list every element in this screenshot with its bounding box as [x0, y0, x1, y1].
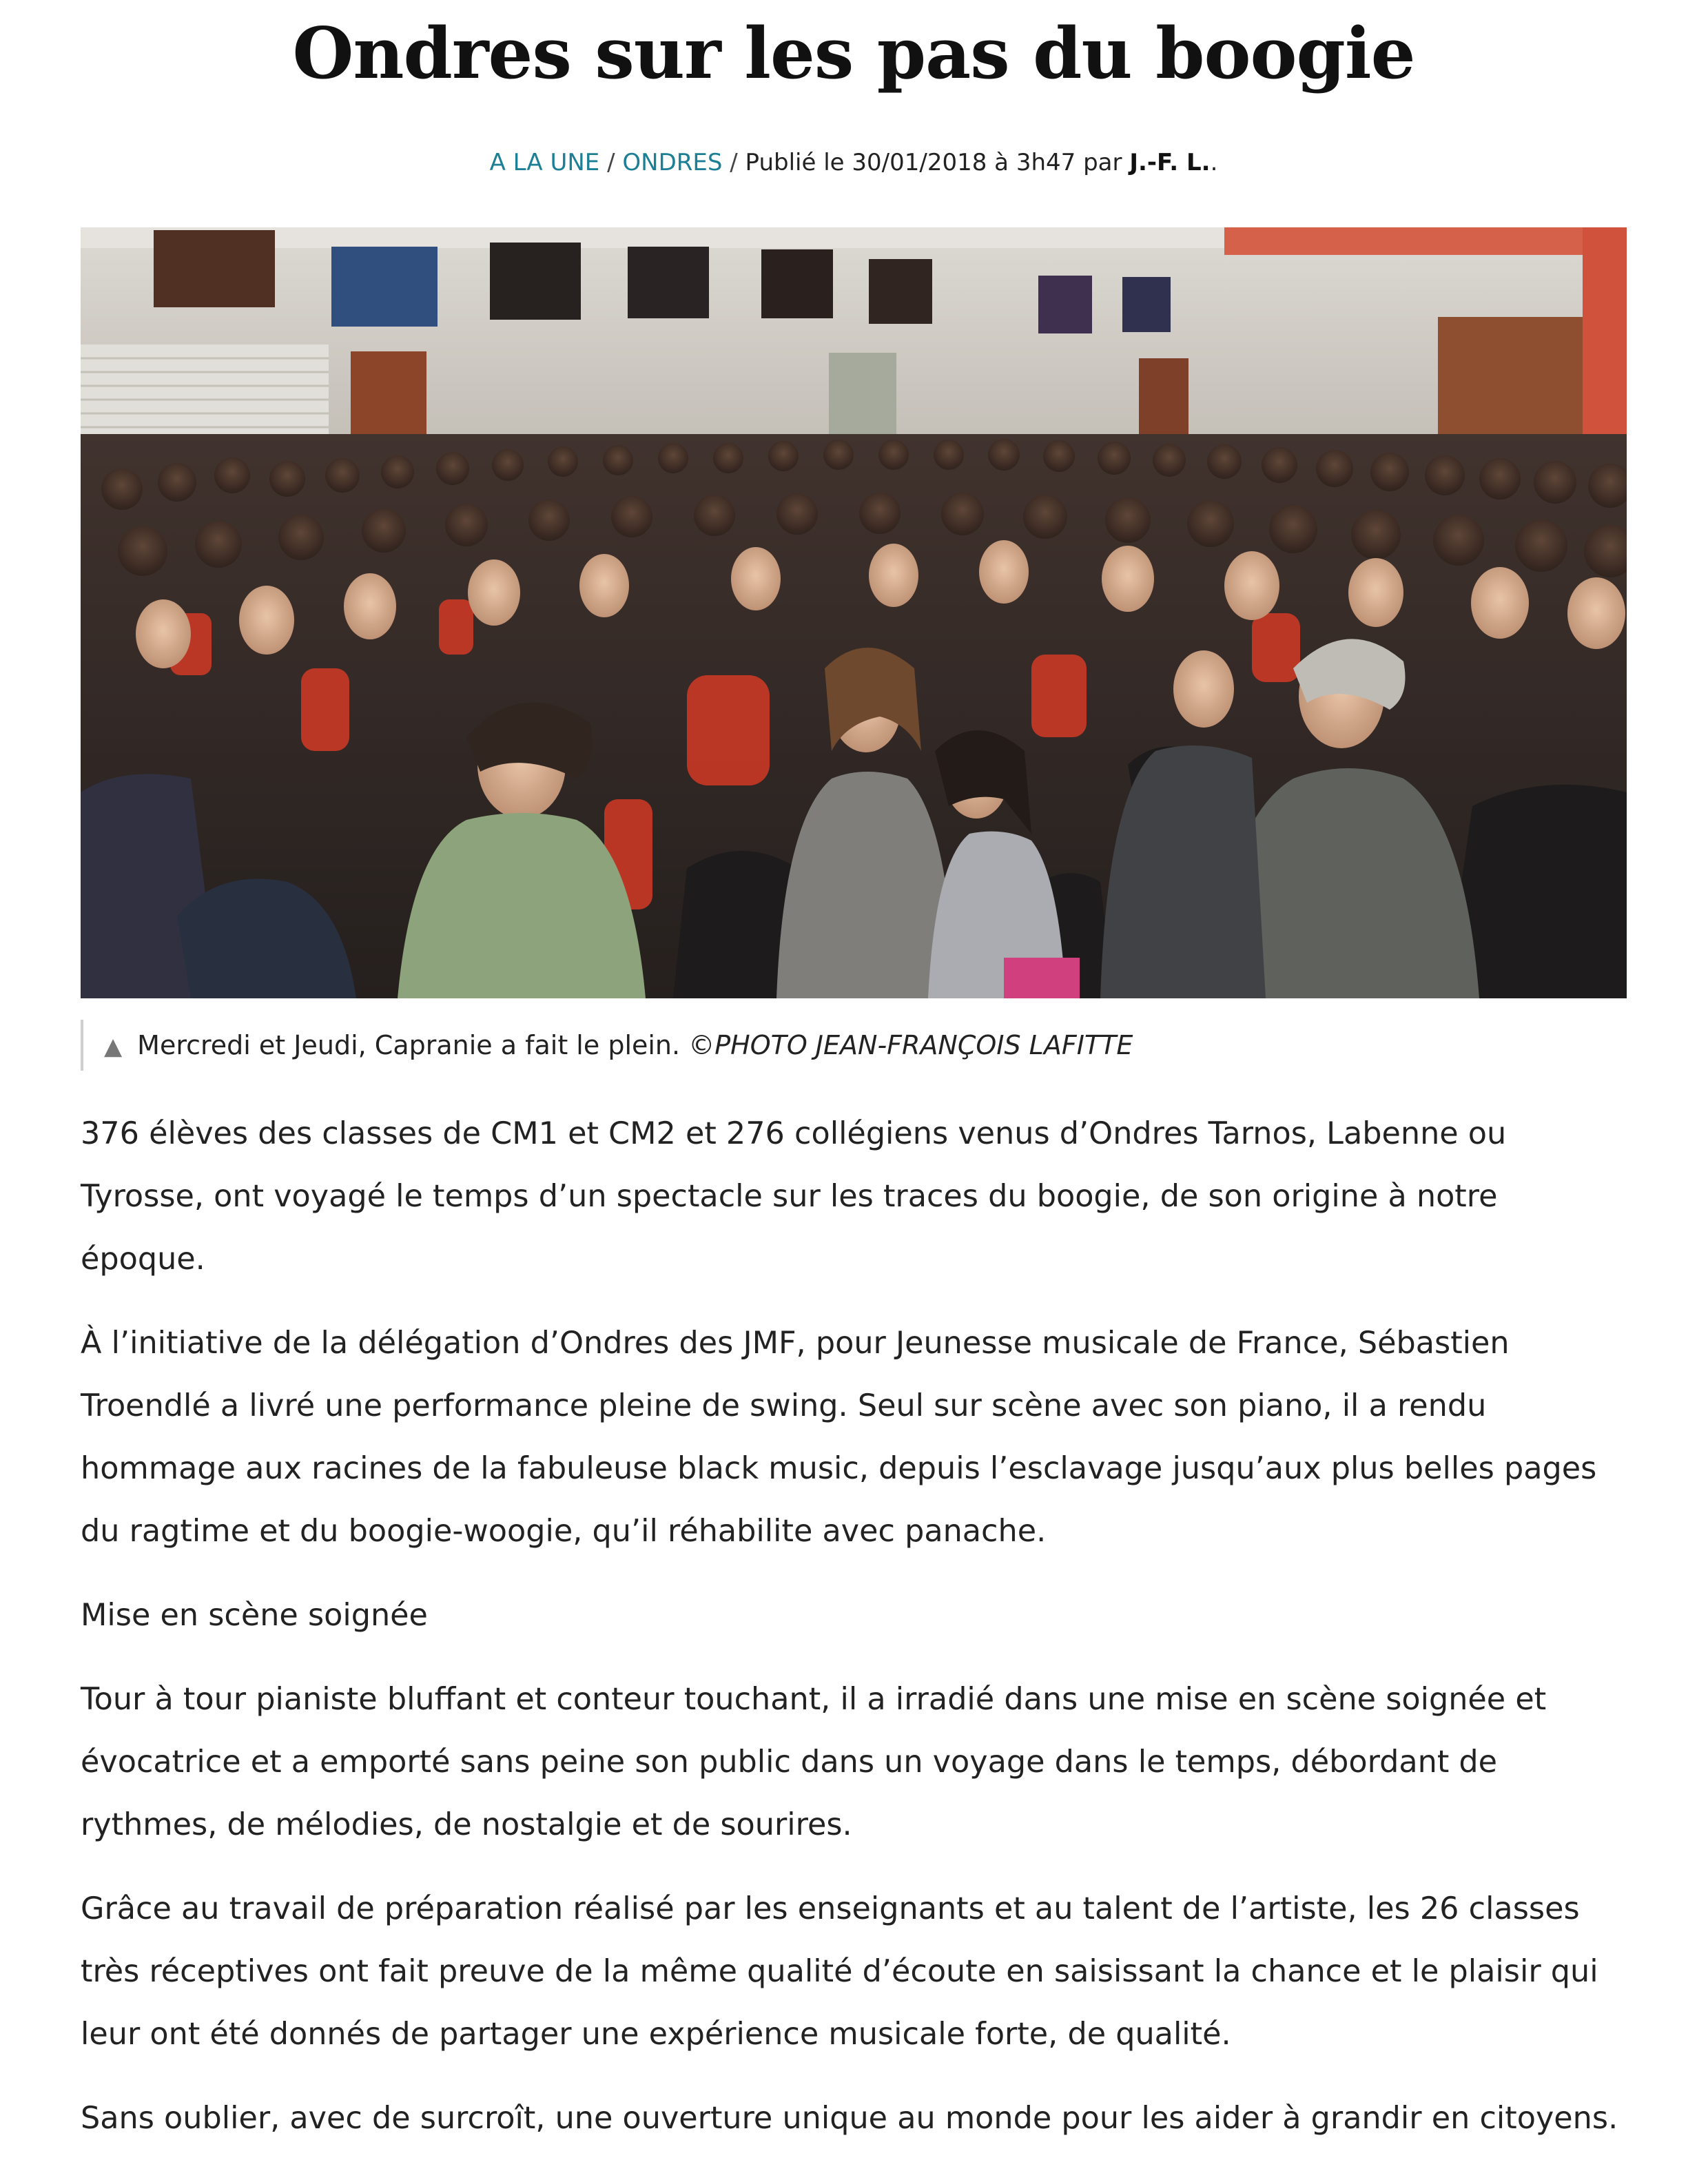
published-time: 3h47: [1016, 149, 1076, 176]
subheading: Mise en scène soignée: [81, 1598, 428, 1633]
breadcrumb-section-link[interactable]: A LA UNE: [489, 149, 600, 176]
published-date: 30/01/2018: [852, 149, 987, 176]
paragraph: À l’initiative de la délégation d’Ondres des JMF, pour Jeunesse musicale de France, Sébastien Troendlé a livré une performance pleine de swing. Seul sur scène avec son piano, il a rendu hommage aux racines de la fabuleuse black music, depuis l’esclavage jusqu’aux plus belles pages du ragtime et du boogie-woogie, qu’il réhabilite avec panache.: [81, 1326, 1597, 1549]
paragraph: 376 élèves des classes de CM1 et CM2 et 276 collégiens venus d’Ondres Tarnos, Labenne ou Tyrosse, ont voyagé le temps d’un spectacle sur les traces du boogie, de son origine à notre époque.: [81, 1116, 1507, 1277]
author-suffix: .: [1210, 149, 1218, 176]
caption-text: Mercredi et Jeudi, Capranie a fait le plein.: [137, 1030, 681, 1060]
article-photo[interactable]: [81, 227, 1627, 998]
article-title: Ondres sur les pas du boogie: [292, 12, 1415, 95]
article-meta: [81, 142, 1627, 183]
breadcrumb-separator: /: [607, 149, 615, 176]
author-name[interactable]: J.-F. L.: [1129, 149, 1211, 176]
audience-photo: [81, 227, 1627, 998]
paragraph: Sans oublier, avec de surcroît, une ouverture unique au monde pour les aider à grandir en citoyens.: [81, 2101, 1618, 2136]
paragraph: Tour à tour pianiste bluffant et conteur touchant, il a irradié dans une mise en scène soignée et évocatrice et a emporté sans peine son public dans un voyage dans le temps, débordant de rythmes, de mélodies, de nostalgie et de sourires.: [81, 1682, 1547, 1842]
author-label: par: [1083, 149, 1122, 176]
triangle-up-icon: ▲: [104, 1033, 123, 1060]
article-body: [81, 1102, 1627, 2171]
breadcrumb-town-link[interactable]: ONDRES: [622, 149, 723, 176]
breadcrumb-separator: /: [730, 149, 738, 176]
paragraph: Grâce au travail de préparation réalisé par les enseignants et au talent de l’artiste, les 26 classes très réceptives ont fait preuve de la même qualité d’écoute en saisissant la chance et le plaisir qui leur ont été donnés de partager une expérience musicale forte, de qualité.: [81, 1891, 1598, 2052]
published-label: Publié le: [745, 149, 845, 176]
time-label: à: [994, 149, 1009, 176]
photo-caption: [81, 1020, 1133, 1071]
photo-credit: ©PHOTO JEAN-FRANÇOIS LAFITTE: [688, 1030, 1133, 1060]
